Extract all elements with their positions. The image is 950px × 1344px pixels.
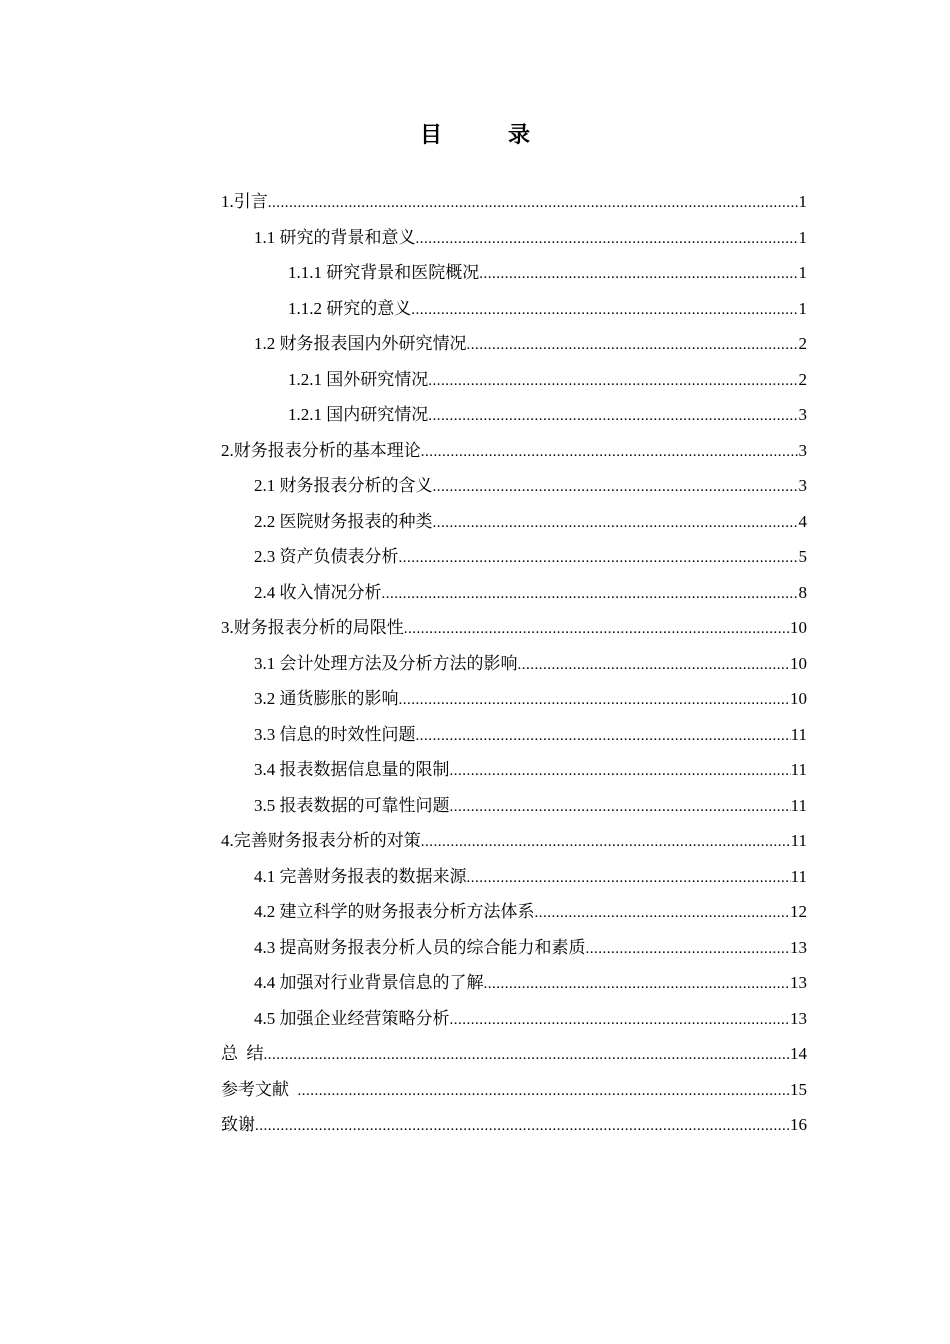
- dot-leader: [421, 825, 791, 861]
- toc-entry[interactable]: [221, 291, 807, 327]
- toc-page-number: 4: [798, 511, 807, 531]
- toc-entry[interactable]: [221, 575, 807, 611]
- toc-page-number: 3: [798, 440, 807, 460]
- toc-page-number: 10: [790, 653, 807, 673]
- toc-entry[interactable]: [221, 504, 807, 540]
- toc-page-number: 1: [798, 298, 807, 318]
- toc-entry-text: 2.3 资产负债表分析: [254, 547, 399, 566]
- dot-leader: [298, 1074, 791, 1110]
- toc-page-number: 11: [790, 831, 807, 850]
- toc-page-number: 11: [790, 760, 807, 779]
- toc-entry-text: 致谢: [221, 1115, 255, 1134]
- toc-entry-text: 3.1 会计处理方法及分析方法的影响: [254, 653, 518, 673]
- dot-leader: [467, 328, 799, 364]
- toc-page-number: 2: [798, 334, 807, 353]
- toc-entry-text: 3.5 报表数据的可靠性问题: [254, 795, 450, 815]
- dot-leader: [264, 1038, 791, 1074]
- toc-entry[interactable]: [221, 539, 807, 575]
- toc-entry-text: 4.4 加强对行业背景信息的了解: [254, 973, 484, 992]
- toc-entry-text: 1.1.2 研究的意义: [288, 298, 412, 318]
- dot-leader: [479, 257, 798, 293]
- toc-entry-text: 1.2 财务报表国内外研究情况: [254, 334, 467, 353]
- dot-leader: [268, 186, 799, 222]
- dot-leader: [484, 967, 791, 1003]
- dot-leader: [399, 541, 799, 577]
- dot-leader: [433, 470, 799, 506]
- dot-leader: [404, 612, 790, 648]
- toc-entry-text: 4.3 提高财务报表分析人员的综合能力和素质: [254, 937, 586, 957]
- dot-leader: [518, 648, 791, 684]
- toc-entry[interactable]: [221, 433, 807, 469]
- toc-entry[interactable]: [221, 823, 807, 859]
- toc-entry-text: 3.3 信息的时效性问题: [254, 724, 416, 744]
- toc-entry[interactable]: [221, 468, 807, 504]
- dot-leader: [416, 222, 799, 258]
- toc-page-number: 13: [790, 937, 807, 957]
- toc-page-number: 10: [790, 689, 807, 708]
- toc-entry[interactable]: [221, 788, 807, 824]
- toc-page-number: 11: [790, 866, 807, 886]
- toc-entry[interactable]: [221, 1036, 807, 1072]
- table-of-contents: [221, 184, 807, 1143]
- toc-entry[interactable]: [221, 397, 807, 433]
- toc-entry-text: 1.1.1 研究背景和医院概况: [288, 263, 480, 282]
- dot-leader: [433, 506, 799, 542]
- dot-leader: [467, 861, 791, 897]
- toc-page-number: 11: [790, 724, 807, 744]
- dot-leader: [450, 1003, 791, 1039]
- toc-entry[interactable]: [221, 255, 807, 291]
- toc-entry[interactable]: [221, 859, 807, 895]
- toc-entry[interactable]: [221, 362, 807, 398]
- toc-entry[interactable]: [221, 717, 807, 753]
- toc-entry[interactable]: [221, 752, 807, 788]
- toc-entry[interactable]: [221, 1107, 807, 1143]
- toc-entry[interactable]: [221, 681, 807, 717]
- toc-entry-text: 3.4 报表数据信息量的限制: [254, 760, 450, 779]
- toc-entry-text: 4.1 完善财务报表的数据来源: [254, 866, 467, 886]
- dot-leader: [535, 896, 791, 932]
- toc-entry-text: 3.财务报表分析的局限性: [221, 618, 404, 637]
- toc-page-number: 13: [790, 1008, 807, 1028]
- toc-entry-text: 3.2 通货膨胀的影响: [254, 689, 399, 708]
- toc-entry-text: 4.2 建立科学的财务报表分析方法体系: [254, 902, 535, 921]
- dot-leader: [382, 577, 799, 613]
- dot-leader: [428, 399, 798, 435]
- toc-page-number: 5: [798, 547, 807, 566]
- toc-page-number: 1: [798, 192, 807, 211]
- toc-entry-text: 1.2.1 国外研究情况: [288, 369, 429, 389]
- toc-entry[interactable]: [221, 326, 807, 362]
- toc-page-number: 8: [798, 582, 807, 602]
- dot-leader: [450, 790, 791, 826]
- toc-page-number: 1: [798, 263, 807, 282]
- toc-entry-text: 1.引言: [221, 192, 268, 211]
- toc-page-number: 2: [798, 369, 807, 389]
- toc-entry[interactable]: [221, 610, 807, 646]
- toc-page-number: 15: [790, 1079, 807, 1099]
- toc-entry-text: 4.完善财务报表分析的对策: [221, 831, 421, 850]
- toc-entry-text: 1.2.1 国内研究情况: [288, 405, 429, 424]
- toc-entry-text: 4.5 加强企业经营策略分析: [254, 1008, 450, 1028]
- toc-entry[interactable]: [221, 930, 807, 966]
- dot-leader: [255, 1109, 790, 1145]
- dot-leader: [586, 932, 791, 968]
- toc-entry-text: 2.4 收入情况分析: [254, 582, 382, 602]
- toc-entry[interactable]: [221, 1001, 807, 1037]
- toc-page-number: 12: [790, 902, 807, 921]
- toc-entry-text: 2.财务报表分析的基本理论: [221, 440, 421, 460]
- toc-page-number: 11: [790, 795, 807, 815]
- dot-leader: [421, 435, 799, 471]
- toc-entry[interactable]: [221, 894, 807, 930]
- toc-page-number: 13: [790, 973, 807, 992]
- toc-title: 目 录: [419, 123, 552, 148]
- toc-page-number: 16: [790, 1115, 807, 1134]
- dot-leader: [416, 719, 791, 755]
- toc-page-number: 3: [798, 476, 807, 495]
- dot-leader: [450, 754, 791, 790]
- toc-page-number: 1: [798, 227, 807, 247]
- toc-entry-text: 总 结: [221, 1044, 264, 1063]
- toc-entry[interactable]: [221, 184, 807, 220]
- toc-entry-text: 2.2 医院财务报表的种类: [254, 511, 433, 531]
- toc-entry[interactable]: [221, 965, 807, 1001]
- toc-entry[interactable]: [221, 1072, 807, 1108]
- toc-entry-text: 1.1 研究的背景和意义: [254, 227, 416, 247]
- toc-entry[interactable]: [221, 220, 807, 256]
- dot-leader: [399, 683, 791, 719]
- toc-entry-text: 参考文献: [221, 1079, 298, 1099]
- dot-leader: [411, 293, 798, 329]
- dot-leader: [428, 364, 798, 400]
- toc-page-number: 14: [790, 1044, 807, 1063]
- toc-page-number: 10: [790, 618, 807, 637]
- toc-page-number: 3: [798, 405, 807, 424]
- toc-entry[interactable]: [221, 646, 807, 682]
- toc-entry-text: 2.1 财务报表分析的含义: [254, 476, 433, 495]
